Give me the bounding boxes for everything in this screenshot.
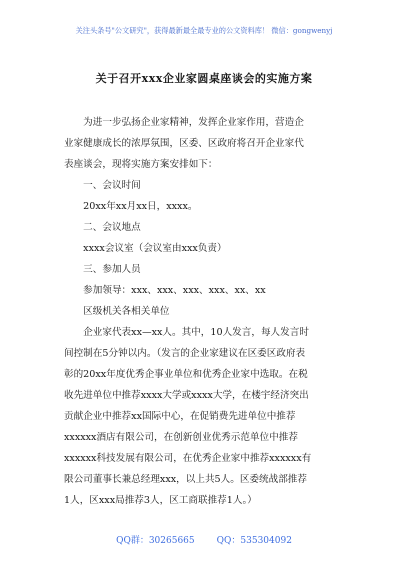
- body-line: 业家健康成长的浓厚氛围，区委、区政府将召开企业家代: [64, 138, 304, 149]
- body-line: xxxxxx科技发展有限公司，在优秀企业家中推荐xxxxxx有: [64, 453, 312, 464]
- body-line: 彰的20xx年度优秀企事业单位和优秀企业家中选取。在税: [64, 369, 308, 380]
- footer-qq-group: QQ群：30265665: [116, 536, 195, 546]
- body-line: 收先进单位中推荐xxxx大学或xxxx大学，在楼宇经济突出: [64, 390, 309, 401]
- document-title: 关于召开xxx企业家圆桌座谈会的实施方案: [95, 72, 313, 85]
- footer-contact: [0, 533, 408, 546]
- footer-qq: QQ：535304092: [216, 536, 292, 546]
- body-line: 1人，区xxx局推荐3人，区工商联推荐1人。）: [64, 495, 257, 506]
- section-heading-time: 一、会议时间: [64, 180, 141, 191]
- body-line: 贡献企业中推荐xx国际中心，在促销费先进单位中推荐: [64, 411, 296, 422]
- body-line: xxxx会议室（会议室由xxx负责）: [64, 243, 227, 254]
- header-banner: 关注头条号"公文研究"，获得最新最全最专业的公文资料库！ 微信：gongwenyj: [75, 26, 333, 35]
- body-line: 表座谈会，现将实施方案安排如下：: [64, 159, 218, 170]
- body-line: 区级机关各相关单位: [64, 306, 170, 317]
- body-line: 间控制在5分钟以内。（发言的企业家建议在区委区政府表: [64, 348, 306, 359]
- section-heading-venue: 二、会议地点: [64, 222, 141, 233]
- body-line: 为进一步弘扬企业家精神，发挥企业家作用，营造企: [64, 117, 304, 128]
- body-line: 20xx年xx月xx日，xxxx。: [64, 201, 198, 212]
- body-line: 企业家代表xx—xx人。其中，10人发言，每人发言时: [64, 327, 309, 338]
- body-line: 参加领导：xxx、xxx、xxx、xxx、xx、xx: [64, 285, 266, 296]
- body-line: 限公司董事长兼总经理xxx，以上共5人。区委统战部推荐: [64, 474, 307, 485]
- section-heading-attendees: 三、参加人员: [64, 264, 141, 275]
- body-line: xxxxxx酒店有限公司，在创新创业优秀示范单位中推荐: [64, 432, 298, 443]
